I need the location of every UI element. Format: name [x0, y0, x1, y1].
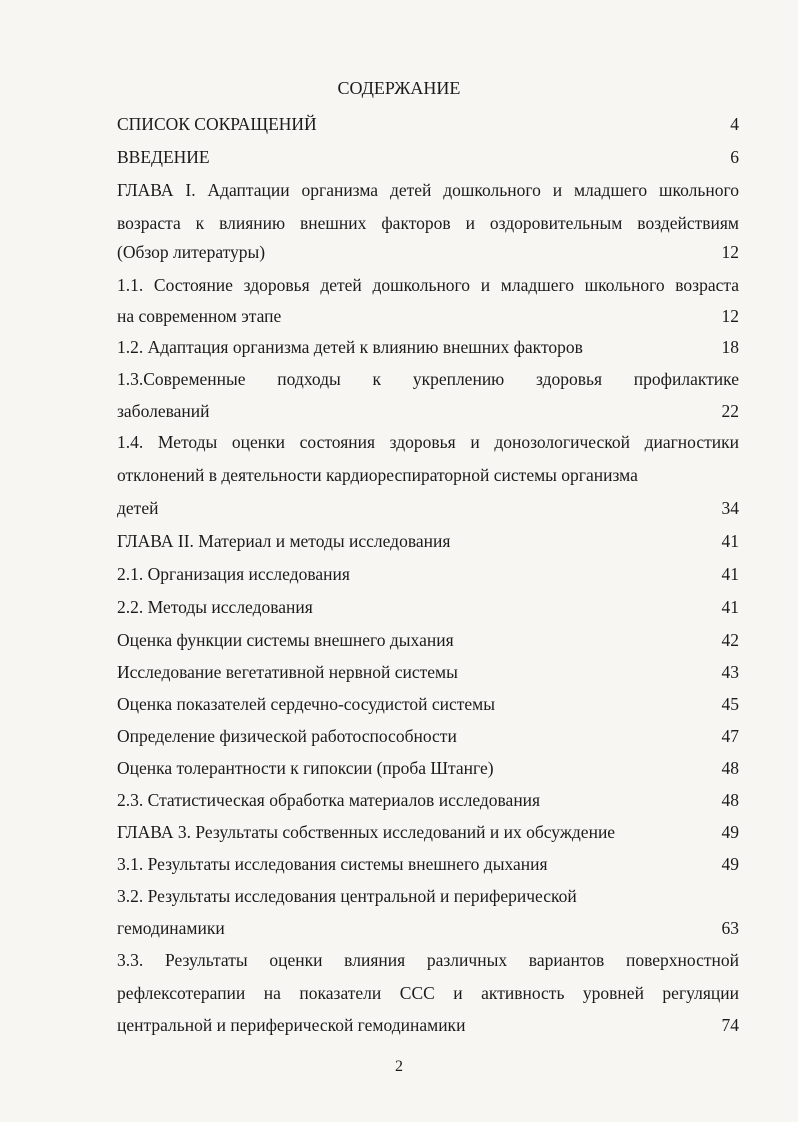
toc-entry-page: 47: [721, 726, 739, 746]
toc-entry-page: 63: [721, 918, 739, 938]
toc-entry-text: 3.2. Результаты исследования центральной и периферической: [117, 886, 577, 906]
toc-entry-text: ГЛАВА 3. Результаты собственных исследований и их обсуждение: [117, 822, 616, 842]
toc-entry-text: ВВЕДЕНИЕ: [117, 147, 210, 167]
toc-entry-text: гемодинамики: [117, 918, 225, 938]
toc-entry-page: 6: [730, 147, 739, 167]
page-title: СОДЕРЖАНИЕ: [337, 78, 461, 98]
toc-entry-text: возраста к влиянию внешних факторов и оздоровительным воздействиям: [117, 213, 739, 233]
toc-entry-text: Оценка функции системы внешнего дыхания: [117, 630, 454, 650]
toc-entry-text: 3.3. Результаты оценки влияния различных вариантов поверхностной: [117, 950, 739, 970]
toc-entry-text: на современном этапе: [117, 306, 282, 326]
toc-entry-page: 4: [730, 114, 739, 134]
toc-entry-page: 48: [721, 790, 739, 810]
toc-entry-text: 1.3.Современные подходы к укреплению здоровья профилактике: [117, 369, 739, 389]
toc-entry-page: 41: [721, 597, 739, 617]
toc-entry-page: 49: [721, 854, 739, 874]
toc-entry-page: 43: [721, 662, 739, 682]
toc-entry-page: 45: [721, 694, 739, 714]
toc-entry-text: Оценка показателей сердечно-сосудистой системы: [117, 694, 495, 714]
toc-entry-text: Исследование вегетативной нервной системы: [117, 662, 458, 682]
toc-entry-text: отклонений в деятельности кардиореспираторной системы организма: [117, 465, 638, 485]
toc-entry-text: (Обзор литературы): [117, 242, 266, 262]
toc-entry-text: 1.4. Методы оценки состояния здоровья и донозологической диагностики: [117, 432, 739, 452]
toc-entry-page: 41: [721, 564, 739, 584]
page-number: 2: [395, 1058, 403, 1075]
toc-entry-page: 74: [721, 1015, 739, 1035]
toc-entry-page: 41: [721, 531, 739, 551]
toc-entry-page: 12: [721, 242, 739, 262]
toc-entry-text: Определение физической работоспособности: [117, 726, 457, 746]
toc-entry-text: 3.1. Результаты исследования системы внешнего дыхания: [117, 854, 548, 874]
toc-entry-text: ГЛАВА I. Адаптации организма детей дошкольного и младшего школьного: [117, 180, 739, 200]
toc-entry-page: 22: [721, 401, 739, 421]
toc-entry-page: 49: [721, 822, 739, 842]
toc-entry-page: 12: [721, 306, 739, 326]
toc-entry-text: ГЛАВА II. Материал и методы исследования: [117, 531, 451, 551]
toc-entry-text: детей: [117, 498, 159, 518]
toc-entry-page: 48: [721, 758, 739, 778]
toc-entry-text: рефлексотерапии на показатели ССС и активность уровней регуляции: [117, 983, 739, 1003]
toc-entry-text: 1.1. Состояние здоровья детей дошкольного и младшего школьного возраста: [117, 275, 739, 295]
toc-entry-text: СПИСОК СОКРАЩЕНИЙ: [117, 114, 317, 134]
toc-entry-text: центральной и периферической гемодинамики: [117, 1015, 466, 1035]
toc-entry-page: 42: [721, 630, 739, 650]
toc-entry-text: 2.2. Методы исследования: [117, 597, 313, 617]
toc-entry-text: 2.1. Организация исследования: [117, 564, 350, 584]
toc-entry-text: 2.3. Статистическая обработка материалов исследования: [117, 790, 541, 810]
toc-entry-page: 18: [721, 337, 739, 357]
toc-entry-text: заболеваний: [117, 401, 210, 421]
toc-entry-page: 34: [721, 498, 739, 518]
toc-entry-text: 1.2. Адаптация организма детей к влиянию внешних факторов: [117, 337, 583, 357]
toc-entry-text: Оценка толерантности к гипоксии (проба Штанге): [117, 758, 494, 778]
